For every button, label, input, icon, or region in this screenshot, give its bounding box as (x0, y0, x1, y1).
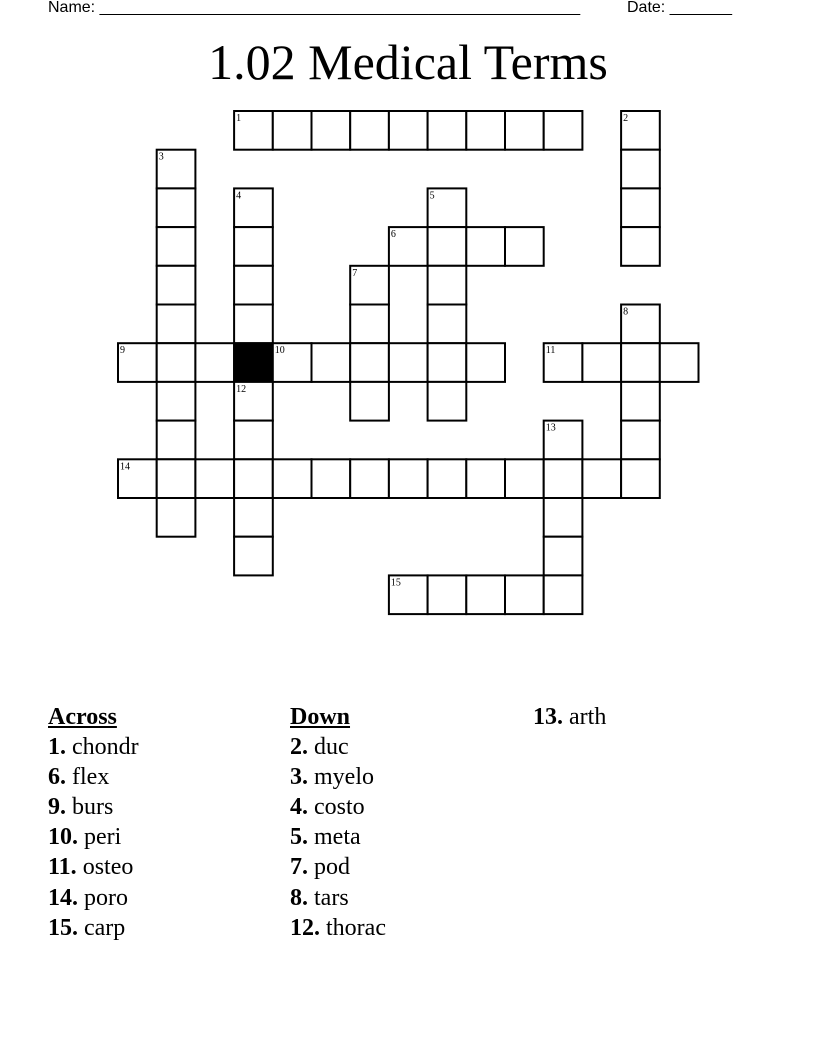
grid-cell[interactable] (157, 382, 196, 421)
clue-item (533, 702, 606, 732)
clue-number: 12. (290, 914, 320, 941)
grid-cell[interactable] (621, 305, 660, 344)
clue-text: costo (314, 794, 365, 821)
grid-cell[interactable] (350, 459, 389, 498)
clue-item (48, 913, 139, 943)
clue-item (48, 792, 139, 822)
grid-cell[interactable] (350, 111, 389, 150)
grid-cell[interactable] (350, 382, 389, 421)
clue-number-label: 3 (158, 151, 164, 163)
clue-number-label: 5 (429, 190, 435, 202)
clue-number-label: 1 (236, 113, 242, 124)
grid-cell[interactable] (428, 343, 467, 382)
grid-cell[interactable] (234, 111, 273, 150)
grid-cell[interactable] (660, 343, 699, 382)
grid-cell[interactable] (350, 266, 389, 305)
grid-cell[interactable] (350, 343, 389, 382)
grid-cell[interactable] (350, 305, 389, 344)
grid-cell[interactable] (234, 382, 273, 421)
grid-cell[interactable] (157, 343, 196, 382)
clue-number: 1. (48, 734, 66, 761)
clue-item (290, 792, 386, 822)
clue-number-label: 2 (623, 113, 629, 124)
grid-cell[interactable] (505, 227, 544, 266)
grid-cell[interactable] (157, 305, 196, 344)
grid-cell[interactable] (389, 343, 428, 382)
grid-cell[interactable] (505, 575, 544, 614)
grid-cell[interactable] (273, 459, 312, 498)
grid-cell[interactable] (428, 266, 467, 305)
grid-cell[interactable] (582, 343, 621, 382)
clue-number: 3. (290, 764, 308, 791)
grid-cell[interactable] (428, 459, 467, 498)
clue-number-label: 10 (274, 345, 285, 357)
clue-number: 9. (48, 794, 66, 821)
grid-cell[interactable] (195, 343, 234, 382)
grid-cell[interactable] (195, 459, 234, 498)
clue-text: thorac (326, 914, 386, 941)
grid-cell[interactable] (118, 343, 157, 382)
grid-cell[interactable] (466, 575, 505, 614)
grid-cell[interactable] (582, 459, 621, 498)
grid-cell[interactable] (157, 188, 196, 227)
clue-text: carp (84, 914, 126, 941)
clue-number-label: 8 (623, 306, 629, 318)
clue-text: poro (84, 884, 128, 911)
clue-number: 14. (48, 884, 78, 911)
clue-number: 6. (48, 764, 66, 791)
clue-number-label: 6 (390, 229, 396, 241)
clue-item (48, 822, 139, 852)
clue-text: tars (314, 884, 349, 911)
grid-cell[interactable] (621, 227, 660, 266)
grid-cell[interactable] (428, 305, 467, 344)
grid-cell[interactable] (157, 150, 196, 189)
grid-cell[interactable] (621, 188, 660, 227)
grid-cell[interactable] (312, 459, 351, 498)
clue-text: arth (569, 704, 607, 730)
clue-number: 7. (290, 854, 308, 881)
clue-item (48, 762, 139, 792)
grid-cell[interactable] (234, 537, 273, 576)
clue-number: 10. (48, 824, 78, 851)
name-field-label: Name: ______________________________________________________ (48, 0, 581, 16)
clue-text: chondr (72, 734, 139, 761)
grid-cell[interactable] (234, 498, 273, 537)
grid-cell[interactable] (428, 227, 467, 266)
grid-cell[interactable] (157, 498, 196, 537)
clue-number-label: 12 (236, 383, 247, 395)
grid-cell[interactable] (234, 188, 273, 227)
grid-cell[interactable] (234, 421, 273, 460)
grid-cell[interactable] (312, 111, 351, 150)
grid-cell[interactable] (621, 382, 660, 421)
clue-text: myelo (314, 764, 374, 791)
grid-cell[interactable] (428, 111, 467, 150)
clue-text: burs (72, 794, 114, 821)
clue-item (290, 852, 386, 882)
clue-text: osteo (82, 854, 134, 881)
grid-cell[interactable] (118, 459, 157, 498)
page-title: 1.02 Medical Terms (208, 34, 608, 90)
grid-cell[interactable] (389, 575, 428, 614)
clue-number: 11. (48, 854, 77, 881)
grid-cell[interactable] (234, 305, 273, 344)
grid-cell[interactable] (389, 459, 428, 498)
grid-cell[interactable] (466, 343, 505, 382)
clue-number-label: 13 (545, 422, 556, 434)
clue-item (290, 732, 386, 762)
grid-cell[interactable] (428, 575, 467, 614)
clue-number: 13. (533, 704, 563, 730)
grid-cell[interactable] (544, 459, 583, 498)
grid-cell[interactable] (505, 111, 544, 150)
down-heading: Down (290, 704, 351, 730)
grid-cell[interactable] (466, 459, 505, 498)
clue-number: 8. (290, 884, 308, 911)
clue-number: 2. (290, 734, 308, 761)
clue-number-label: 7 (352, 267, 358, 279)
clue-text: duc (314, 734, 349, 761)
grid-cell[interactable] (544, 575, 583, 614)
grid-cell[interactable] (621, 111, 660, 150)
grid-cell[interactable] (544, 111, 583, 150)
grid-cell[interactable] (389, 111, 428, 150)
grid-cell[interactable] (505, 459, 544, 498)
clue-item (290, 822, 386, 852)
grid-cell[interactable] (466, 111, 505, 150)
grid-cell[interactable] (273, 111, 312, 150)
down-clues (290, 702, 386, 943)
across-heading: Across (48, 704, 117, 730)
grid-cell[interactable] (157, 459, 196, 498)
grid-cell[interactable] (621, 150, 660, 189)
clue-item (48, 852, 139, 882)
date-field-label: Date: _______ (627, 0, 732, 16)
grid-cell[interactable] (544, 537, 583, 576)
grid-cell[interactable] (466, 227, 505, 266)
grid-cell[interactable] (544, 498, 583, 537)
clue-item (48, 732, 139, 762)
grid-cell[interactable] (157, 421, 196, 460)
grid-cell[interactable] (273, 343, 312, 382)
clue-item (290, 913, 386, 943)
grid-cell[interactable] (544, 421, 583, 460)
clue-number-label: 9 (120, 345, 125, 357)
clue-text: peri (84, 824, 122, 851)
clue-number-label: 15 (390, 577, 401, 589)
clue-number: 5. (290, 824, 308, 851)
grid-cell[interactable] (234, 266, 273, 305)
clue-item (290, 762, 386, 792)
grid-cell[interactable] (621, 343, 660, 382)
grid-cell[interactable] (157, 266, 196, 305)
clue-item (290, 883, 386, 913)
grid-cell[interactable] (621, 459, 660, 498)
grid-cell[interactable] (544, 343, 583, 382)
grid-cell[interactable] (234, 227, 273, 266)
grid-cell[interactable] (157, 227, 196, 266)
clue-number-label: 11 (545, 345, 556, 357)
grid-cell[interactable] (621, 421, 660, 460)
grid-cell[interactable] (428, 188, 467, 227)
grid-cell-black (234, 343, 273, 382)
clue-number-label: 14 (120, 461, 130, 473)
clue-number-label: 4 (236, 190, 242, 202)
grid-cell[interactable] (312, 343, 351, 382)
clue-text: flex (72, 764, 110, 791)
down-clues-continued (533, 702, 606, 732)
clue-item (48, 883, 139, 913)
clue-number: 15. (48, 914, 78, 941)
grid-cell[interactable] (428, 382, 467, 421)
clue-number: 4. (290, 794, 308, 821)
across-clues (48, 702, 139, 943)
grid-cell[interactable] (389, 227, 428, 266)
grid-cell[interactable] (234, 459, 273, 498)
clue-text: pod (314, 854, 350, 881)
clue-text: meta (314, 824, 361, 851)
